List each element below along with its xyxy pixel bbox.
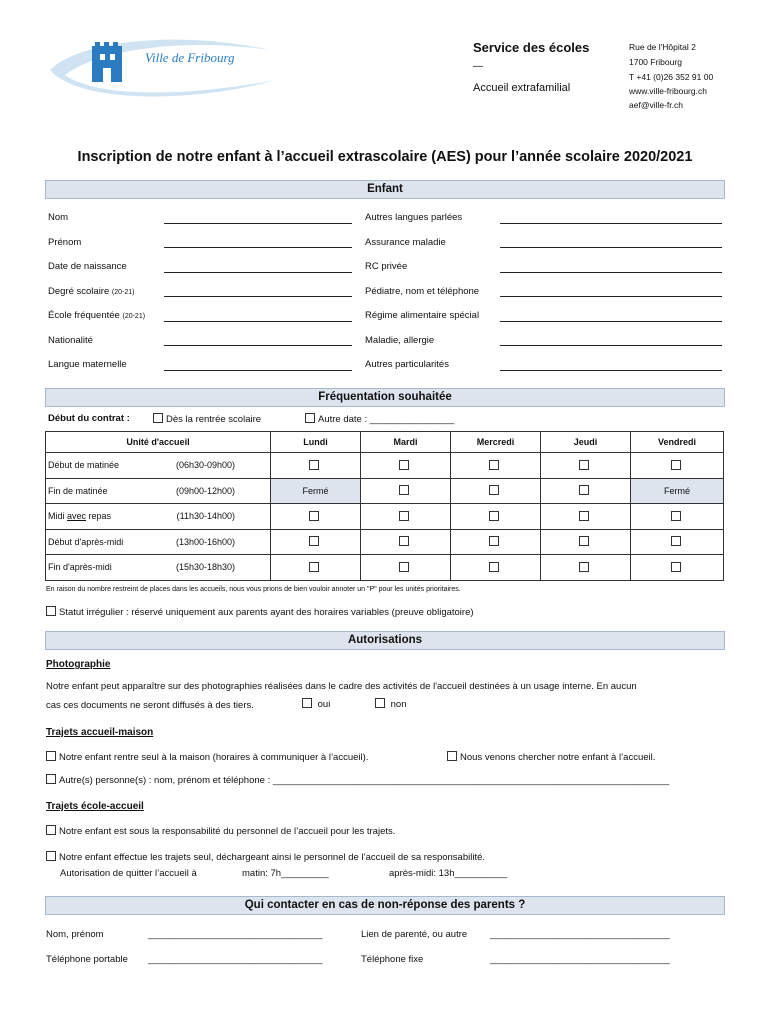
checkbox-cell[interactable] xyxy=(541,478,631,504)
section-frequentation-heading: Fréquentation souhaitée xyxy=(45,388,725,407)
field-nationalite[interactable] xyxy=(164,345,352,346)
checkbox-cell[interactable] xyxy=(361,529,451,555)
service-title: Service des écoles xyxy=(473,40,590,55)
checkbox-cell[interactable] xyxy=(361,453,451,479)
checkbox-cell[interactable] xyxy=(631,529,724,555)
field-langue[interactable] xyxy=(164,370,352,371)
field-label-prenom: Prénom xyxy=(48,237,82,248)
checkbox-venons-chercher[interactable] xyxy=(447,751,457,761)
checkbox-trajets-seul[interactable] xyxy=(46,851,56,861)
checkbox-autres-personnes[interactable] xyxy=(46,774,56,784)
unit-cell: Fin d'après-midi (15h30-18h30) xyxy=(46,555,271,581)
option-rentre-seul[interactable]: Notre enfant rentre seul à la maison (horaires à communiquer à l’accueil). xyxy=(46,751,368,763)
checkbox-cell[interactable] xyxy=(271,453,361,479)
field-label-assurance: Assurance maladie xyxy=(365,237,446,248)
checkbox-cell[interactable] xyxy=(361,478,451,504)
contact-tel-label: Téléphone portable xyxy=(46,954,128,965)
checkbox-irregulier[interactable] xyxy=(46,606,56,616)
logo-text: Ville de Fribourg xyxy=(145,50,235,65)
field-label-date-naissance: Date de naissance xyxy=(48,261,127,272)
section-enfant-heading: Enfant xyxy=(45,180,725,199)
quit-aprem-field[interactable]: après-midi: 13h__________ xyxy=(389,868,508,879)
contact-nom-field[interactable]: _________________________________ xyxy=(148,929,323,940)
checkbox-cell[interactable] xyxy=(541,555,631,581)
field-maladie[interactable] xyxy=(500,345,722,346)
address-street: Rue de l'Hôpital 2 xyxy=(629,42,696,52)
frequentation-table xyxy=(45,431,724,581)
field-nom[interactable] xyxy=(164,223,352,224)
field-prenom[interactable] xyxy=(164,247,352,248)
checkbox-non[interactable] xyxy=(375,698,385,708)
checkbox-cell[interactable] xyxy=(541,504,631,530)
checkbox-oui[interactable] xyxy=(302,698,312,708)
field-label-degre: Degré scolaire (20-21) xyxy=(48,286,135,297)
field-date-naissance[interactable] xyxy=(164,272,352,273)
checkbox-cell[interactable] xyxy=(541,529,631,555)
contact-tel-field[interactable]: _________________________________ xyxy=(148,954,323,965)
debut-contrat-label: Début du contrat : xyxy=(48,413,130,424)
address-city: 1700 Fribourg xyxy=(629,57,682,67)
unit-cell: Début d'après-midi (13h00-16h00) xyxy=(46,529,271,555)
option-statut-irregulier[interactable]: Statut irrégulier : réservé uniquement aux parents ayant des horaires variables (preuve obligatoire) xyxy=(46,606,474,618)
checkbox-cell[interactable] xyxy=(451,529,541,555)
table-row xyxy=(46,478,724,504)
trajets-maison-subheading: Trajets accueil-maison xyxy=(46,727,154,738)
checkbox-cell[interactable] xyxy=(361,504,451,530)
photo-text-line1: Notre enfant peut apparaître sur des photographies réalisées dans le cadre des activités de l'accueil destinées à un usage interne. En aucun xyxy=(46,681,637,692)
field-autres-langues[interactable] xyxy=(500,223,722,224)
checkbox-cell[interactable] xyxy=(451,504,541,530)
checkbox-cell[interactable] xyxy=(271,555,361,581)
checkbox-rentree[interactable] xyxy=(153,413,163,423)
field-label-particularites: Autres particularités xyxy=(365,359,449,370)
checkbox-autre-date[interactable] xyxy=(305,413,315,423)
contact-nom-label: Nom, prénom xyxy=(46,929,104,940)
field-rc[interactable] xyxy=(500,272,722,273)
trajets-ecole-subheading: Trajets école-accueil xyxy=(46,801,144,812)
field-pediatre[interactable] xyxy=(500,296,722,297)
contact-lien-field[interactable]: __________________________________ xyxy=(490,929,670,940)
table-row xyxy=(46,504,724,530)
header-jeudi: Jeudi xyxy=(541,432,631,453)
service-dash: — xyxy=(473,61,483,72)
field-label-maladie: Maladie, allergie xyxy=(365,335,435,346)
checkbox-rentre-seul[interactable] xyxy=(46,751,56,761)
contact-fixe-field[interactable]: __________________________________ xyxy=(490,954,670,965)
quit-label: Autorisation de quitter l’accueil à xyxy=(60,868,197,879)
service-subtitle: Accueil extrafamilial xyxy=(473,82,571,94)
address-email[interactable]: aef@ville-fr.ch xyxy=(629,100,683,110)
section-autorisations-heading: Autorisations xyxy=(45,631,725,650)
field-label-langue: Langue maternelle xyxy=(48,359,127,370)
quit-matin-field[interactable]: matin: 7h_________ xyxy=(242,868,329,879)
field-label-nom: Nom xyxy=(48,212,69,223)
header-mardi: Mardi xyxy=(361,432,451,453)
option-rentree[interactable]: Dès la rentrée scolaire xyxy=(153,413,261,425)
option-photo-oui[interactable]: oui xyxy=(302,698,330,710)
checkbox-cell[interactable] xyxy=(271,529,361,555)
address-phone: T +41 (0)26 352 91 00 xyxy=(629,72,714,82)
field-label-nationalite: Nationalité xyxy=(48,335,93,346)
field-particularites[interactable] xyxy=(500,370,722,371)
field-degre[interactable] xyxy=(164,296,352,297)
checkbox-cell[interactable] xyxy=(451,555,541,581)
checkbox-cell[interactable] xyxy=(631,453,724,479)
table-header-row xyxy=(46,432,724,453)
address-website[interactable]: www.ville-fribourg.ch xyxy=(629,86,707,96)
field-label-regime: Régime alimentaire spécial xyxy=(365,310,480,321)
option-trajets-seul[interactable]: Notre enfant effectue les trajets seul, déchargeant ainsi le personnel de l’accueil de sa responsabilité. xyxy=(46,851,485,863)
unit-cell: Fin de matinée (09h00-12h00) xyxy=(46,478,271,504)
table-row xyxy=(46,453,724,479)
option-photo-non[interactable]: non xyxy=(375,698,407,710)
header-vendredi: Vendredi xyxy=(631,432,724,453)
checkbox-cell[interactable] xyxy=(541,453,631,479)
unit-cell: Midi avec repas (11h30-14h00) xyxy=(46,504,271,530)
page-title: Inscription de notre enfant à l’accueil extrascolaire (AES) pour l’année scolaire 2020/2021 xyxy=(77,149,693,165)
header-unite: Unité d'accueil xyxy=(46,432,271,453)
checkbox-cell[interactable] xyxy=(631,555,724,581)
option-venons-chercher[interactable]: Nous venons chercher notre enfant à l’accueil. xyxy=(447,751,655,763)
field-label-pediatre: Pédiatre, nom et téléphone xyxy=(365,286,480,297)
checkbox-cell[interactable] xyxy=(451,453,541,479)
section-contact-heading: Qui contacter en cas de non-réponse des parents ? xyxy=(45,896,725,915)
priority-footnote: En raison du nombre restreint de places dans les accueils, nous vous prions de bien vouloir annoter un "P" pour les unités prioritaires. xyxy=(46,586,461,593)
field-ecole[interactable] xyxy=(164,321,352,322)
table-row xyxy=(46,529,724,555)
table-row xyxy=(46,555,724,581)
header-lundi: Lundi xyxy=(271,432,361,453)
contact-fixe-label: Téléphone fixe xyxy=(361,954,424,965)
checkbox-cell[interactable] xyxy=(631,504,724,530)
checkbox-cell[interactable] xyxy=(451,478,541,504)
field-label-autres-langues: Autres langues parlées xyxy=(365,212,463,223)
photo-subheading: Photographie xyxy=(46,659,111,670)
option-autre-date[interactable]: Autre date : ________________ xyxy=(305,413,454,425)
option-autres-personnes[interactable]: Autre(s) personne(s) : nom, prénom et téléphone : ___________________________________________________________________________ xyxy=(46,774,669,786)
option-responsabilite-personnel[interactable]: Notre enfant est sous la responsabilité du personnel de l’accueil pour les trajets. xyxy=(46,825,395,837)
field-regime[interactable] xyxy=(500,321,722,322)
closed-cell: Fermé xyxy=(271,478,361,504)
contact-lien-label: Lien de parenté, ou autre xyxy=(361,929,468,940)
field-label-ecole: École fréquentée (20-21) xyxy=(48,310,146,321)
closed-cell: Fermé xyxy=(631,478,724,504)
checkbox-cell[interactable] xyxy=(271,504,361,530)
field-label-rc: RC privée xyxy=(365,261,408,272)
header-mercredi: Mercredi xyxy=(451,432,541,453)
photo-text-line2: cas ces documents ne seront diffusés à des tiers. xyxy=(46,700,254,711)
unit-cell: Début de matinée (06h30-09h00) xyxy=(46,453,271,479)
checkbox-responsabilite[interactable] xyxy=(46,825,56,835)
field-assurance[interactable] xyxy=(500,247,722,248)
checkbox-cell[interactable] xyxy=(361,555,451,581)
